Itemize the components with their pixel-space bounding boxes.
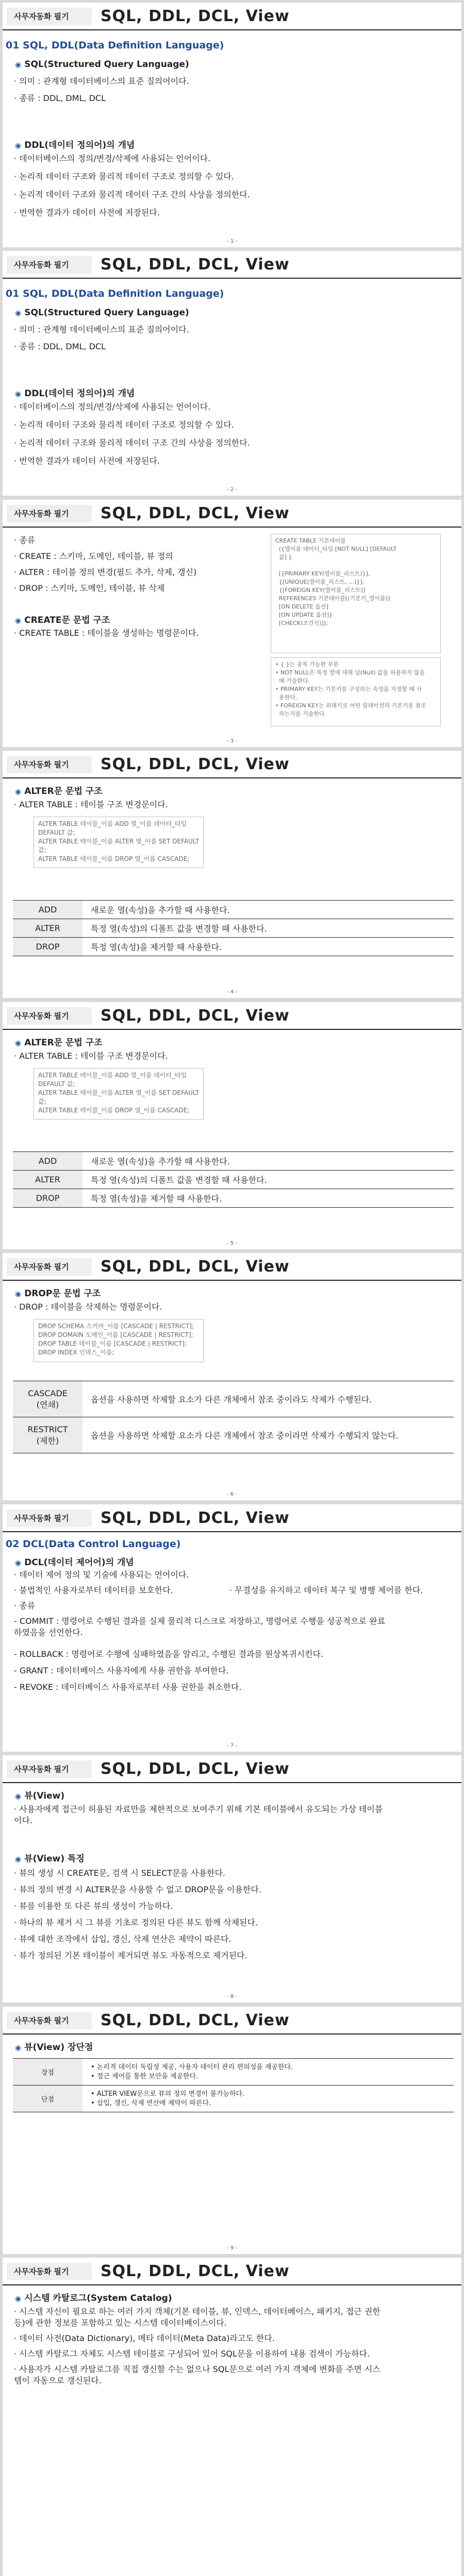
page-number: - 8 -: [227, 1994, 237, 1999]
slide-header: [3, 1504, 461, 1532]
note-box: • { }는 중복 가능한 부분 • NOT NULL은 특정 열에 대해 널(Null) 값을 허용하지 않을 때 기술한다. • PRIMARY KEY는 기본키를 구성하는 속성을 지정할 때 사 용한다. • FOREIGN KEY는 외래키로 어떤 릴레이션의 기본키를 참조 하는지를 기술한다.: [271, 657, 441, 726]
list-item: · 의미 : 관계형 데이터베이스의 표준 질의어이다.: [14, 325, 189, 334]
page-number: - 3 -: [227, 738, 237, 744]
page-number: - 7 -: [227, 1743, 237, 1749]
list-item: · 논리적 데이터 구조와 물리적 데이터 구조로 정의할 수 있다.: [14, 172, 234, 181]
slide-1: [3, 3, 461, 247]
list-item: - ROLLBACK : 명령어로 수행에 실패하였음을 알리고, 수행된 결과를 원상복귀시킨다.: [14, 1649, 324, 1659]
slide-header: [3, 1755, 461, 1783]
syntax-box: DROP SCHEMA 스키마_이름 [CASCADE | RESTRICT]; DROP DOMAIN 도메인_이름 [CASCADE | RESTRICT]; DROP TABLE 테이블_이름 [CASCADE | RESTRICT]; DROP INDEX 인덱스_이름;: [34, 1319, 204, 1362]
list-item: · 뷰의 정의 변경 시 ALTER문을 사용할 수 없고 DROP문을 이용한다.: [14, 1885, 261, 1894]
list-item: - COMMIT : 명령어로 수행된 결과를 실제 물리적 디스크로 저장하고, 명령어로 수행을 성공적으로 완료 하였음을 선언한다.: [14, 1616, 386, 1637]
circle-bullet-icon: ◉: [15, 2295, 22, 2303]
list-item: · 종류: [14, 1601, 36, 1611]
circle-bullet-icon: ◉: [15, 61, 22, 69]
subject-tag: 사무자동화 필기: [7, 1007, 92, 1025]
slide-3: [3, 500, 461, 747]
subject-tag: 사무자동화 필기: [7, 505, 92, 522]
topic-heading: ◉ SQL(Structured Query Language): [15, 59, 189, 70]
list-item: · 사용자가 시스템 카탈로그를 직접 갱신할 수는 없으나 SQL문으로 여러 가지 객체에 변화를 주면 시스 템이 자동으로 갱신된다.: [14, 2364, 380, 2385]
topic-heading: ◉ ALTER문 문법 구조: [15, 786, 103, 796]
circle-bullet-icon: ◉: [15, 1290, 22, 1298]
list-item: · DROP : 테이블을 삭제하는 명령문이다.: [14, 1302, 162, 1312]
subject-tag: 사무자동화 필기: [7, 1510, 92, 1527]
alter-options-table: [13, 1151, 454, 1208]
topic-heading: ◉ 뷰(View) 장단점: [15, 2042, 93, 2053]
table-row: 장점 • 논리적 데이터 독립성 제공, 사용자 데이터 관리 편의성을 제공한다. • 접근 제어를 통한 보안을 제공한다.: [13, 2059, 454, 2086]
list-item: · 뷰를 이용한 또 다른 뷰의 생성이 가능하다.: [14, 1901, 173, 1911]
topic-heading: ◉ DDL(데이터 정의어)의 개념: [15, 140, 135, 150]
topic-heading: ◉ 시스템 카탈로그(System Catalog): [15, 2293, 172, 2303]
topic-heading: ◉ CREATE문 문법 구조: [15, 615, 110, 625]
page-number: - 2 -: [227, 487, 237, 493]
circle-bullet-icon: ◉: [15, 1559, 22, 1567]
list-item: · 종류: [14, 535, 36, 545]
list-item: · 의미 : 관계형 데이터베이스의 표준 질의어이다.: [14, 76, 189, 86]
slide-title: SQL, DDL, DCL, View: [101, 2011, 290, 2029]
list-item: · 무결성을 유지하고 데이터 복구 및 병행 제어를 한다.: [229, 1585, 423, 1595]
circle-bullet-icon: ◉: [15, 309, 22, 317]
list-item: · 논리적 데이터 구조와 물리적 데이터 구조로 정의할 수 있다.: [14, 420, 234, 430]
table-row: ADD 새로운 열(속성)을 추가할 때 사용한다.: [13, 1152, 454, 1171]
slide-header: [3, 1002, 461, 1030]
table-row: 단점 • ALTER VIEW문으로 뷰의 정의 변경이 불가능하다. • 삽입, 갱신, 삭제 연산에 제약이 따른다.: [13, 2086, 454, 2112]
slide-header: [3, 2007, 461, 2035]
slide-8: [3, 1755, 461, 2003]
slide-9: [3, 2007, 461, 2254]
topic-heading: ◉ 뷰(View) 특징: [15, 1854, 85, 1864]
subject-tag: 사무자동화 필기: [7, 1258, 92, 1276]
list-item: · CREATE : 스키마, 도메인, 테이블, 뷰 정의: [14, 551, 173, 561]
subject-tag: 사무자동화 필기: [7, 8, 92, 25]
syntax-box: CREATE TABLE 기본테이블 ({열이름 데이터_타입 [NOT NULL] [DEFAULT 값] } [{PRIMARY KEY(열이름_리스트)}], {[UNIQUE(열이름_리스트, …)}], {[FOREIGN KEY(열이름_리스트)] REFERENCES 기본테이블[(기본키_열이름)] [ON DELETE 옵션] [ON UPDATE 옵션]} [CHECK(조건식)]);: [271, 534, 441, 653]
drop-options-table: [13, 1381, 454, 1453]
list-item: · 번역한 결과가 데이터 사전에 저장된다.: [14, 208, 160, 217]
circle-bullet-icon: ◉: [15, 1855, 22, 1863]
table-row: ALTER 특정 열(속성)의 디폴트 값을 변경할 때 사용한다.: [13, 919, 454, 938]
list-item: · 논리적 데이터 구조와 물리적 데이터 구조 간의 사상을 정의한다.: [14, 190, 250, 199]
slide-header: [3, 3, 461, 30]
list-item: · 시스템 자신이 필요로 하는 여러 가지 객체(기본 테이블, 뷰, 인덱스, 데이터베이스, 패키지, 접근 권한 등)에 관한 정보를 포함하고 있는 시스템 데이터베이스이다.: [14, 2307, 380, 2328]
table-row: ALTER 특정 열(속성)의 디폴트 값을 변경할 때 사용한다.: [13, 1171, 454, 1189]
list-item: · DROP : 스키마, 도메인, 테이블, 뷰 삭제: [14, 583, 165, 593]
table-row: DROP 특정 열(속성)을 제거할 때 사용한다.: [13, 938, 454, 956]
subject-tag: 사무자동화 필기: [7, 256, 92, 274]
list-item: · 데이터 사전(Data Dictionary), 메타 데이터(Meta Data)라고도 한다.: [14, 2333, 275, 2343]
topic-heading: ◉ DROP문 문법 구조: [15, 1289, 101, 1299]
slide-4: [3, 751, 461, 998]
list-item: · 뷰에 대한 조작에서 삽입, 갱신, 삭제 연산은 제약이 따른다.: [14, 1934, 231, 1944]
view-pros-cons-table: [13, 2058, 454, 2112]
slide-2: [3, 251, 461, 496]
slide-5: [3, 1002, 461, 1249]
table-row: DROP 특정 열(속성)을 제거할 때 사용한다.: [13, 1189, 454, 1208]
subject-tag: 사무자동화 필기: [7, 2012, 92, 2029]
page-number: - 6 -: [227, 1492, 237, 1497]
section-heading: 01 SQL, DDL(Data Definition Language): [6, 288, 224, 299]
syntax-box: ALTER TABLE 테이블_이름 ADD 열_이름 데이터_타입 DEFAULT 값; ALTER TABLE 테이블_이름 ALTER 열_이름 SET DEFAULT 값; ALTER TABLE 테이블_이름 DROP 열_이름 CASCADE;: [34, 1068, 204, 1120]
list-item: · 데이터 제어 정의 및 기술에 사용되는 언어이다.: [14, 1570, 189, 1580]
list-item: · 하나의 뷰 제거 시 그 뷰를 기초로 정의된 다른 뷰도 함께 삭제된다.: [14, 1918, 258, 1927]
list-item: · 종류 : DDL, DML, DCL: [14, 342, 106, 351]
slide-header: [3, 2258, 461, 2285]
slide-10: [3, 2258, 461, 2576]
list-item: - REVOKE : 데이터베이스 사용자로부터 사용 권한을 취소한다.: [14, 1682, 242, 1692]
slide-header: [3, 500, 461, 528]
list-item: · 시스템 카탈로그 자체도 시스템 테이블로 구성되어 있어 SQL문을 이용하여 내용 검색이 가능하다.: [14, 2349, 370, 2359]
list-item: · 뷰의 생성 시 CREATE문, 검색 시 SELECT문을 사용한다.: [14, 1868, 226, 1878]
list-item: · 불법적인 사용자로부터 데이터를 보호한다.: [14, 1585, 173, 1595]
circle-bullet-icon: ◉: [15, 1039, 22, 1047]
slide-title: SQL, DDL, DCL, View: [101, 504, 290, 522]
slide-title: SQL, DDL, DCL, View: [101, 1258, 290, 1276]
slide-6: [3, 1253, 461, 1500]
slide-title: SQL, DDL, DCL, View: [101, 2262, 290, 2280]
list-item: · ALTER : 테이블 정의 변경(필드 추가, 삭제, 갱신): [14, 567, 197, 577]
slide-header: [3, 751, 461, 778]
topic-heading: ◉ DDL(데이터 정의어)의 개념: [15, 388, 135, 399]
slide-title: SQL, DDL, DCL, View: [101, 1509, 290, 1527]
page-number: - 4 -: [227, 989, 237, 995]
list-item: · ALTER TABLE : 테이블 구조 변경문이다.: [14, 800, 168, 809]
list-item: · ALTER TABLE : 테이블 구조 변경문이다.: [14, 1051, 168, 1061]
alter-options-table: [13, 900, 454, 956]
subject-tag: 사무자동화 필기: [7, 1760, 92, 1778]
topic-heading: ◉ ALTER문 문법 구조: [15, 1038, 103, 1048]
slide-7: [3, 1504, 461, 1752]
slide-header: [3, 251, 461, 279]
list-item: · CREATE TABLE : 테이블을 생성하는 명령문이다.: [14, 628, 199, 638]
subject-tag: 사무자동화 필기: [7, 756, 92, 773]
circle-bullet-icon: ◉: [15, 142, 22, 150]
list-item: · 데이터베이스의 정의/변경/삭제에 사용되는 언어이다.: [14, 402, 211, 412]
circle-bullet-icon: ◉: [15, 617, 22, 625]
slide-title: SQL, DDL, DCL, View: [101, 256, 290, 274]
slide-header: [3, 1253, 461, 1281]
list-item: · 논리적 데이터 구조와 물리적 데이터 구조 간의 사상을 정의한다.: [14, 438, 250, 448]
list-item: · 데이터베이스의 정의/변경/삭제에 사용되는 언어이다.: [14, 154, 211, 163]
section-heading: 01 SQL, DDL(Data Definition Language): [6, 40, 224, 51]
syntax-box: ALTER TABLE 테이블_이름 ADD 열_이름 데이터_타입 DEFAULT 값; ALTER TABLE 테이블_이름 ALTER 열_이름 SET DEFAULT 값; ALTER TABLE 테이블_이름 DROP 열_이름 CASCADE;: [34, 817, 204, 868]
topic-heading: ◉ DCL(데이터 제어어)의 개념: [15, 1557, 134, 1568]
list-item: · 뷰가 정의된 기본 테이블이 제거되면 뷰도 자동적으로 제거된다.: [14, 1951, 247, 1960]
list-item: - GRANT : 데이터베이스 사용자에게 사용 권한을 부여한다.: [14, 1666, 229, 1675]
topic-heading: ◉ 뷰(View): [15, 1791, 65, 1801]
list-item: · 사용자에게 접근이 허용된 자료만을 제한적으로 보여주기 위해 기본 테이블에서 유도되는 가상 테이블 이다.: [14, 1804, 383, 1825]
list-item: · 번역한 결과가 데이터 사전에 저장된다.: [14, 456, 160, 466]
table-row: RESTRICT (제한) 옵션을 사용하면 삭제할 요소가 다른 개체에서 참조 중이라면 삭제가 수행되지 않는다.: [13, 1417, 454, 1453]
circle-bullet-icon: ◉: [15, 788, 22, 796]
page-number: - 5 -: [227, 1241, 237, 1246]
circle-bullet-icon: ◉: [15, 1792, 22, 1801]
slide-title: SQL, DDL, DCL, View: [101, 1760, 290, 1778]
page-number: - 9 -: [227, 2245, 237, 2251]
slide-title: SQL, DDL, DCL, View: [101, 7, 290, 25]
table-row: ADD 새로운 열(속성)을 추가할 때 사용한다.: [13, 901, 454, 919]
table-row: CASCADE (연쇄) 옵션을 사용하면 삭제할 요소가 다른 개체에서 참조 중이라도 삭제가 수행된다.: [13, 1381, 454, 1417]
slide-title: SQL, DDL, DCL, View: [101, 755, 290, 773]
slide-title: SQL, DDL, DCL, View: [101, 1007, 290, 1025]
subject-tag: 사무자동화 필기: [7, 2263, 92, 2280]
section-heading: 02 DCL(Data Control Language): [6, 1538, 181, 1550]
list-item: · 종류 : DDL, DML, DCL: [14, 93, 106, 103]
page-number: - 1 -: [227, 239, 237, 244]
circle-bullet-icon: ◉: [15, 390, 22, 398]
circle-bullet-icon: ◉: [15, 2044, 22, 2052]
topic-heading: ◉ SQL(Structured Query Language): [15, 308, 189, 318]
